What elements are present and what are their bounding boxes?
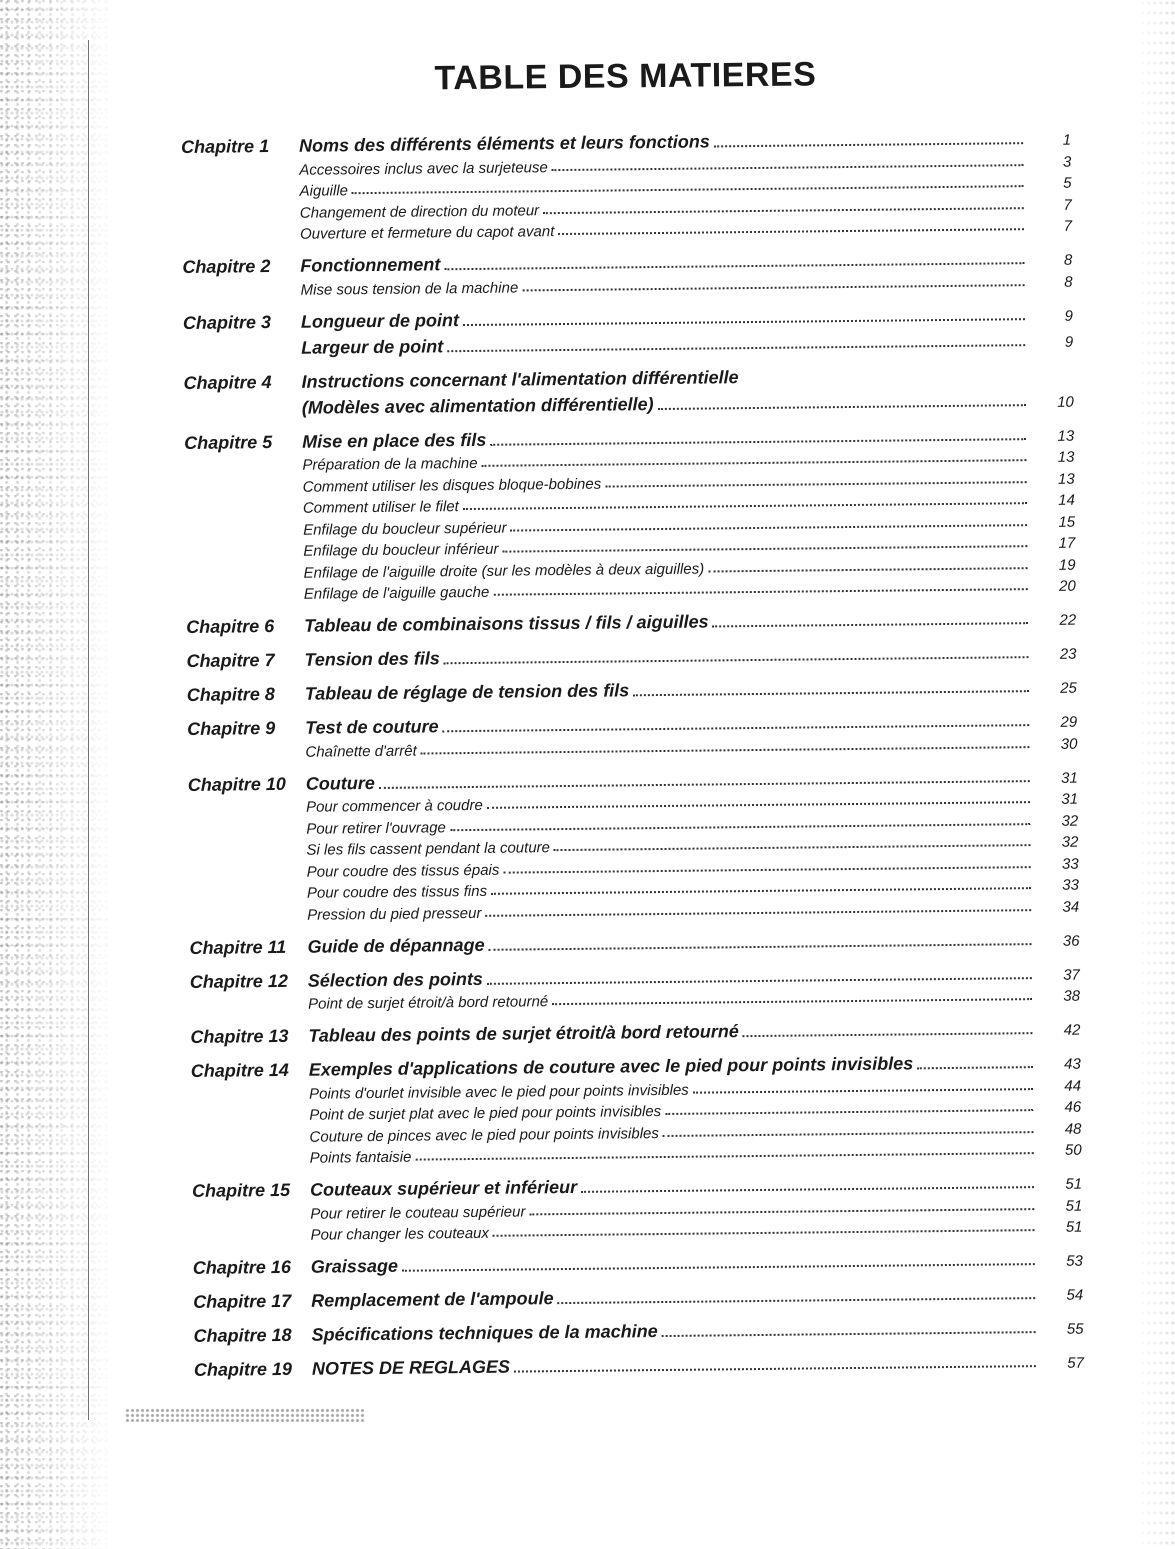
page-number: 20: [1058, 577, 1076, 595]
toc-chapter-row: [187, 671, 1077, 706]
dot-leader: [503, 866, 1030, 874]
page-number: 8: [1063, 251, 1073, 269]
dot-leader: [493, 588, 1027, 596]
page-number: 51: [1065, 1218, 1083, 1236]
section-title: Point de surjet étroit/à bord retourné: [308, 993, 549, 1013]
chapter-title: Noms des différents éléments et leurs fonctions: [299, 131, 710, 156]
page-number: 48: [1064, 1120, 1082, 1138]
dot-leader: [450, 823, 1030, 831]
chapter-label: Chapitre 3: [182, 311, 272, 333]
chapter-title: Tension des fils: [304, 648, 440, 670]
dot-leader: [502, 545, 1027, 552]
page-number: 22: [1059, 611, 1077, 629]
page-number: 32: [1061, 812, 1079, 830]
dot-leader: [662, 1331, 1036, 1337]
section-title: Pression du pied presseur: [307, 904, 482, 924]
page-number: 23: [1059, 645, 1077, 663]
dot-leader: [463, 318, 1025, 326]
toc-chapter-row: [186, 637, 1076, 672]
page-number: 7: [1063, 196, 1072, 214]
page-number: 5: [1063, 174, 1072, 192]
chapter-label: Chapitre 5: [184, 431, 273, 453]
page-number: 34: [1062, 898, 1080, 916]
page-number: 33: [1062, 876, 1079, 894]
chapter-title: Spécifications techniques de la machine: [311, 1321, 658, 1345]
dot-leader: [605, 481, 1026, 487]
page-number: 32: [1061, 833, 1079, 851]
chapter-title: Mise en place des fils: [302, 429, 487, 452]
section-title: Enfilage du boucleur inférieur: [303, 540, 499, 560]
page-number: 10: [1057, 393, 1074, 411]
dot-leader: [917, 1066, 1033, 1069]
dot-leader: [581, 1186, 1034, 1193]
page-number: 14: [1058, 491, 1075, 509]
section-title: Mise sous tension de la machine: [300, 278, 519, 299]
section-title: Pour changer les couteaux: [310, 1224, 490, 1244]
page-number: 54: [1066, 1286, 1084, 1304]
chapter-label: Chapitre 19: [193, 1358, 293, 1380]
toc-chapter-row: [194, 1346, 1084, 1381]
dot-leader: [633, 690, 1029, 696]
page-number: 51: [1065, 1197, 1083, 1215]
section-title: Si les fils cassent pendant la couture: [306, 839, 551, 859]
scan-noise-right: [1135, 0, 1175, 1549]
dot-leader: [743, 1032, 1033, 1037]
dot-leader: [493, 1229, 1035, 1237]
page-number: 7: [1063, 217, 1073, 235]
dot-leader: [485, 909, 1031, 917]
table-of-contents: [181, 123, 1084, 1381]
chapter-label: Chapitre 17: [193, 1290, 292, 1312]
scan-noise-bottom: [125, 1408, 365, 1422]
chapter-label: Chapitre 14: [190, 1059, 289, 1081]
section-title: Pour retirer l'ouvrage: [306, 818, 446, 838]
section-title: Enfilage du boucleur supérieur: [303, 519, 507, 539]
dot-leader: [543, 207, 1024, 214]
section-title: Aiguille: [299, 182, 349, 200]
section-title: Chaînette d'arrêt: [305, 742, 417, 761]
dot-leader: [558, 228, 1024, 235]
page-number: 51: [1065, 1175, 1083, 1193]
section-title: Enfilage de l'aiguille gauche: [303, 583, 490, 603]
page-number: 55: [1066, 1320, 1084, 1338]
page-number: 30: [1060, 735, 1078, 753]
chapter-label: Chapitre 9: [187, 718, 276, 739]
section-title: Accessoires inclus avec la surjeteuse: [299, 158, 548, 179]
section-title: Points fantaisie: [309, 1148, 412, 1167]
page-number: 50: [1064, 1141, 1082, 1159]
dot-leader: [402, 1263, 1035, 1272]
toc-chapter-row: [193, 1312, 1083, 1347]
toc-chapter-row: [193, 1278, 1083, 1313]
page-number: 9: [1064, 307, 1074, 325]
dot-leader: [522, 284, 1024, 291]
dot-leader: [487, 977, 1032, 985]
dot-leader: [708, 567, 1027, 572]
section-title: Ouverture et fermeture du capot avant: [299, 223, 555, 243]
chapter-label: Chapitre 18: [193, 1324, 292, 1346]
dot-leader: [693, 1088, 1033, 1094]
chapter-title: Graissage: [310, 1255, 399, 1277]
chapter-title: Instructions concernant l'alimentation différentielle: [301, 366, 739, 392]
page-number: 31: [1061, 790, 1079, 808]
indent: [186, 603, 304, 604]
toc-chapter-row: [193, 1244, 1083, 1279]
section-title: Pour retirer le couteau supérieur: [310, 1202, 526, 1223]
section-title: Couture de pinces avec le pied pour points invisibles: [309, 1124, 659, 1146]
section-title: Comment utiliser le filet: [302, 498, 459, 517]
chapter-label: Chapitre 11: [189, 936, 287, 958]
indent: [184, 418, 302, 419]
page-number: 8: [1064, 273, 1073, 291]
page-number: 17: [1058, 534, 1076, 552]
section-title: Préparation de la machine: [302, 454, 478, 474]
scan-fold-line: [88, 40, 89, 1420]
chapter-title: Fonctionnement: [300, 254, 441, 276]
indent: [189, 923, 307, 924]
dot-leader: [489, 943, 1032, 951]
indent: [190, 1013, 308, 1014]
page-number: 25: [1060, 679, 1077, 697]
dot-leader: [444, 656, 1029, 664]
page-number: 44: [1064, 1077, 1082, 1095]
chapter-label: Chapitre 10: [187, 773, 286, 795]
page-number: 53: [1066, 1252, 1083, 1270]
dot-leader: [482, 459, 1027, 467]
section-title: Enfilage de l'aiguille droite (sur les modèles à deux aiguilles): [303, 560, 705, 582]
indent: [183, 298, 301, 299]
dot-leader: [415, 1152, 1033, 1160]
chapter-label: Chapitre 6: [186, 616, 275, 637]
chapter-label: Chapitre 13: [190, 1025, 289, 1047]
dot-leader: [514, 1365, 1036, 1372]
dot-leader: [554, 844, 1031, 851]
dot-leader: [714, 142, 1023, 147]
chapter-title: Tableau de combinaisons tissus / fils / aiguilles: [304, 611, 709, 636]
dot-leader: [487, 801, 1030, 809]
chapter-title: Longueur de point: [300, 309, 460, 332]
chapter-title: Sélection des points: [307, 968, 483, 991]
section-title: Point de surjet plat avec le pied pour points invisibles: [309, 1103, 662, 1124]
section-title: Points d'ourlet invisible avec le pied pour points invisibles: [308, 1081, 689, 1103]
page-number: 42: [1063, 1021, 1081, 1039]
chapter-title: Largeur de point: [301, 335, 444, 358]
indent: [193, 1244, 311, 1245]
chapter-title: Tableau de réglage de tension des fils: [304, 680, 630, 704]
dot-leader: [421, 746, 1030, 754]
page-number: 38: [1063, 987, 1081, 1005]
dot-leader: [552, 998, 1032, 1005]
page-number: 29: [1060, 713, 1078, 731]
chapter-title: Exemples d'applications de couture avec le pied pour points invisibles: [308, 1053, 914, 1080]
chapter-label: Chapitre 8: [186, 684, 275, 705]
chapter-label: Chapitre 12: [189, 970, 289, 992]
toc-page: [180, 31, 1084, 1381]
chapter-title: Couteaux supérieur et inférieur: [309, 1176, 578, 1200]
page-number: 19: [1058, 556, 1076, 574]
page-number: 9: [1064, 333, 1074, 351]
dot-leader: [713, 622, 1029, 627]
dot-leader: [663, 1131, 1034, 1137]
scan-noise-left: [0, 0, 110, 1549]
chapter-label: Chapitre 7: [186, 650, 275, 671]
dot-leader: [444, 262, 1024, 270]
indent: [182, 243, 300, 244]
section-title: Pour commencer à coudre: [305, 796, 483, 816]
section-title: Pour coudre des tissus épais: [306, 861, 500, 881]
page-number: 37: [1063, 966, 1080, 984]
page-number: 1: [1062, 131, 1072, 149]
chapter-title: Guide de dépannage: [307, 934, 485, 957]
dot-leader: [447, 344, 1025, 352]
dot-leader: [463, 502, 1027, 510]
chapter-title: NOTES DE REGLAGES: [311, 1356, 511, 1379]
dot-leader: [491, 887, 1031, 895]
page-number: 15: [1058, 513, 1076, 531]
dot-leader: [665, 1109, 1033, 1115]
page-number: 33: [1061, 855, 1079, 873]
page-number: 31: [1060, 769, 1078, 787]
dot-leader: [558, 1297, 1036, 1304]
chapter-label: Chapitre 4: [183, 371, 272, 393]
page-number: 36: [1062, 932, 1080, 950]
dot-leader: [490, 438, 1026, 446]
chapter-title: Remplacement de l'ampoule: [311, 1288, 554, 1311]
dot-leader: [552, 164, 1024, 171]
page-number: 57: [1067, 1354, 1084, 1372]
chapter-label: Chapitre 16: [192, 1256, 292, 1278]
toc-chapter-row: [189, 923, 1079, 958]
section-title: Comment utiliser les disques bloque-bobines: [302, 475, 602, 496]
toc-chapter-row: [186, 603, 1076, 638]
chapter-title: (Modèles avec alimentation différentielle): [301, 393, 654, 418]
page-number: 13: [1057, 470, 1075, 488]
section-title: Pour coudre des tissus fins: [306, 882, 488, 902]
page-title: TABLE DES MATIERES: [434, 55, 817, 98]
page-number: 13: [1057, 427, 1075, 445]
indent: [188, 760, 306, 761]
page-number: 3: [1062, 153, 1072, 171]
chapter-title: Test de couture: [305, 716, 439, 738]
chapter-label: Chapitre 15: [191, 1179, 291, 1201]
dot-leader: [529, 1208, 1034, 1215]
chapter-title: Couture: [305, 772, 375, 794]
page-number: 13: [1057, 448, 1075, 466]
indent: [183, 358, 301, 359]
section-title: Changement de direction du moteur: [299, 201, 540, 222]
indent: [192, 1167, 310, 1168]
toc-chapter-row: [190, 1013, 1080, 1048]
dot-leader: [658, 404, 1026, 410]
chapter-label: Chapitre 1: [181, 136, 270, 157]
chapter-label: Chapitre 2: [182, 256, 271, 277]
page-number: 46: [1064, 1098, 1082, 1116]
page-number: 43: [1063, 1055, 1081, 1073]
chapter-title: Tableau des points de surjet étroit/à bord retourné: [308, 1021, 739, 1046]
dot-leader: [511, 524, 1028, 531]
